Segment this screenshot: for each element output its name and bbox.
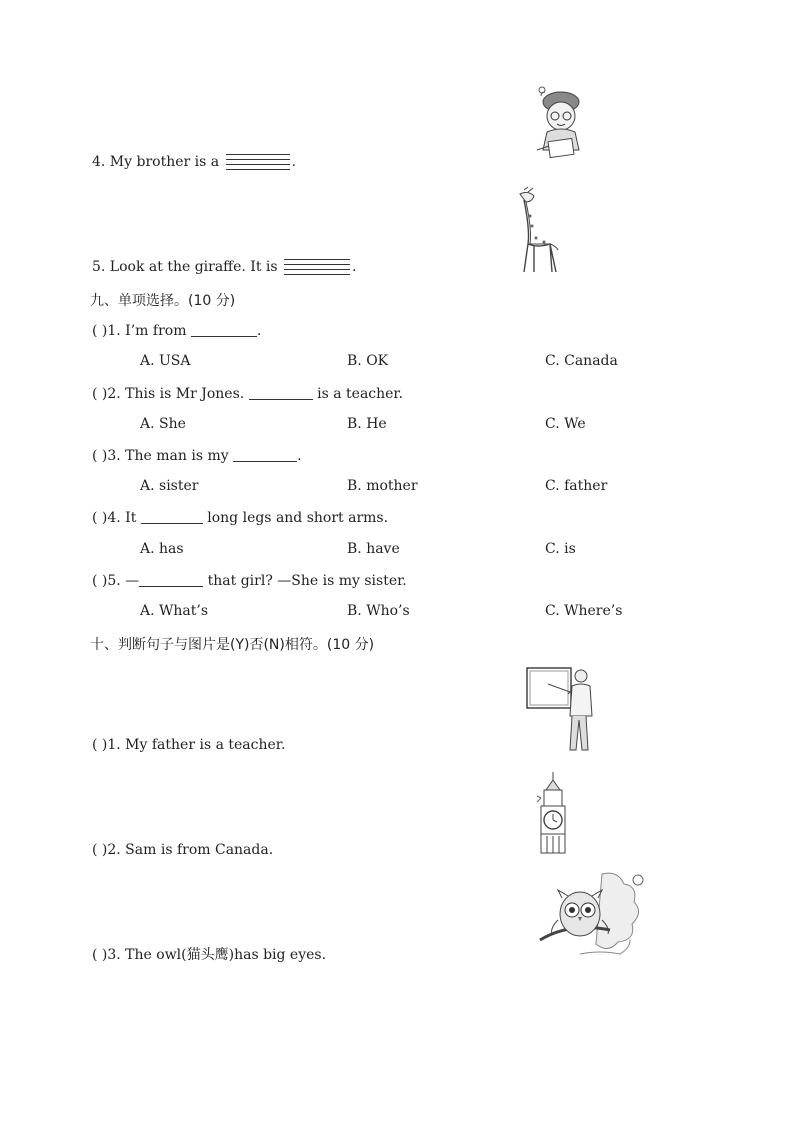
owl-icon bbox=[540, 870, 645, 958]
option-b[interactable]: B. Who’s bbox=[347, 603, 410, 619]
question-4-period: . bbox=[291, 154, 297, 170]
answer-bracket[interactable]: ( ) bbox=[92, 510, 108, 526]
answer-bracket[interactable]: ( ) bbox=[92, 386, 108, 402]
option-a[interactable]: A. What’s bbox=[140, 603, 209, 619]
question-text-tail: that girl? —She is my sister. bbox=[207, 573, 407, 589]
answer-blank[interactable] bbox=[141, 509, 203, 524]
option-c[interactable]: C. Canada bbox=[545, 353, 618, 369]
section-10-heading: 十、判断句子与图片是(Y)否(N)相符。(10 分) bbox=[90, 637, 375, 653]
option-c[interactable]: C. We bbox=[545, 416, 586, 432]
question-row bbox=[92, 322, 261, 339]
option-c[interactable]: C. Where’s bbox=[545, 603, 623, 619]
question-text-tail: is a teacher. bbox=[317, 386, 404, 402]
four-line-writing-area[interactable] bbox=[226, 154, 290, 170]
answer-bracket[interactable]: ( ) bbox=[92, 737, 108, 753]
question-row bbox=[92, 572, 407, 589]
question-text: 4. It bbox=[107, 510, 137, 526]
question-4-line bbox=[92, 154, 296, 170]
four-line-writing-area[interactable] bbox=[284, 259, 350, 275]
question-5-text: 5. Look at the giraffe. It is bbox=[92, 259, 278, 275]
question-4-text: 4. My brother is a bbox=[92, 154, 220, 170]
answer-blank[interactable] bbox=[249, 385, 313, 400]
question-text: 2. This is Mr Jones. bbox=[107, 386, 245, 402]
option-c[interactable]: C. father bbox=[545, 478, 608, 494]
question-row bbox=[92, 447, 302, 464]
answer-bracket[interactable]: ( ) bbox=[92, 573, 108, 589]
option-b[interactable]: B. He bbox=[347, 416, 387, 432]
option-b[interactable]: B. mother bbox=[347, 478, 418, 494]
answer-blank[interactable] bbox=[139, 572, 203, 587]
question-text-tail: . bbox=[297, 448, 302, 464]
answer-blank[interactable] bbox=[191, 322, 257, 337]
answer-bracket[interactable]: ( ) bbox=[92, 448, 108, 464]
giraffe-icon bbox=[512, 186, 564, 274]
question-text: 3. The man is my bbox=[107, 448, 229, 464]
question-text: 5. — bbox=[107, 573, 140, 589]
question-text-tail: . bbox=[256, 323, 262, 339]
judge-text: 1. My father is a teacher. bbox=[107, 737, 286, 753]
option-a[interactable]: A. has bbox=[140, 541, 184, 557]
question-text: 1. I’m from bbox=[107, 323, 187, 339]
answer-blank[interactable] bbox=[233, 447, 297, 462]
option-a[interactable]: A. sister bbox=[140, 478, 199, 494]
judge-row bbox=[92, 842, 273, 858]
option-b[interactable]: B. have bbox=[347, 541, 400, 557]
question-text-tail: long legs and short arms. bbox=[207, 510, 389, 526]
option-c[interactable]: C. is bbox=[545, 541, 576, 557]
question-row bbox=[92, 385, 403, 402]
option-a[interactable]: A. She bbox=[140, 416, 186, 432]
answer-bracket[interactable]: ( ) bbox=[92, 842, 108, 858]
question-5-line bbox=[92, 259, 356, 275]
clock-tower-icon bbox=[536, 772, 570, 854]
section-9-heading: 九、单项选择。(10 分) bbox=[90, 293, 236, 309]
answer-bracket[interactable]: ( ) bbox=[92, 947, 108, 963]
teacher-icon bbox=[526, 664, 602, 754]
question-row bbox=[92, 509, 388, 526]
boy-drawing-icon bbox=[527, 80, 592, 162]
judge-text: 3. The owl(猫头鹰)has big eyes. bbox=[107, 947, 327, 963]
answer-bracket[interactable]: ( ) bbox=[92, 323, 108, 339]
judge-row bbox=[92, 737, 285, 753]
judge-row bbox=[92, 944, 326, 964]
option-b[interactable]: B. OK bbox=[347, 353, 389, 369]
option-a[interactable]: A. USA bbox=[140, 353, 191, 369]
question-5-period: . bbox=[352, 259, 357, 275]
judge-text: 2. Sam is from Canada. bbox=[107, 842, 274, 858]
